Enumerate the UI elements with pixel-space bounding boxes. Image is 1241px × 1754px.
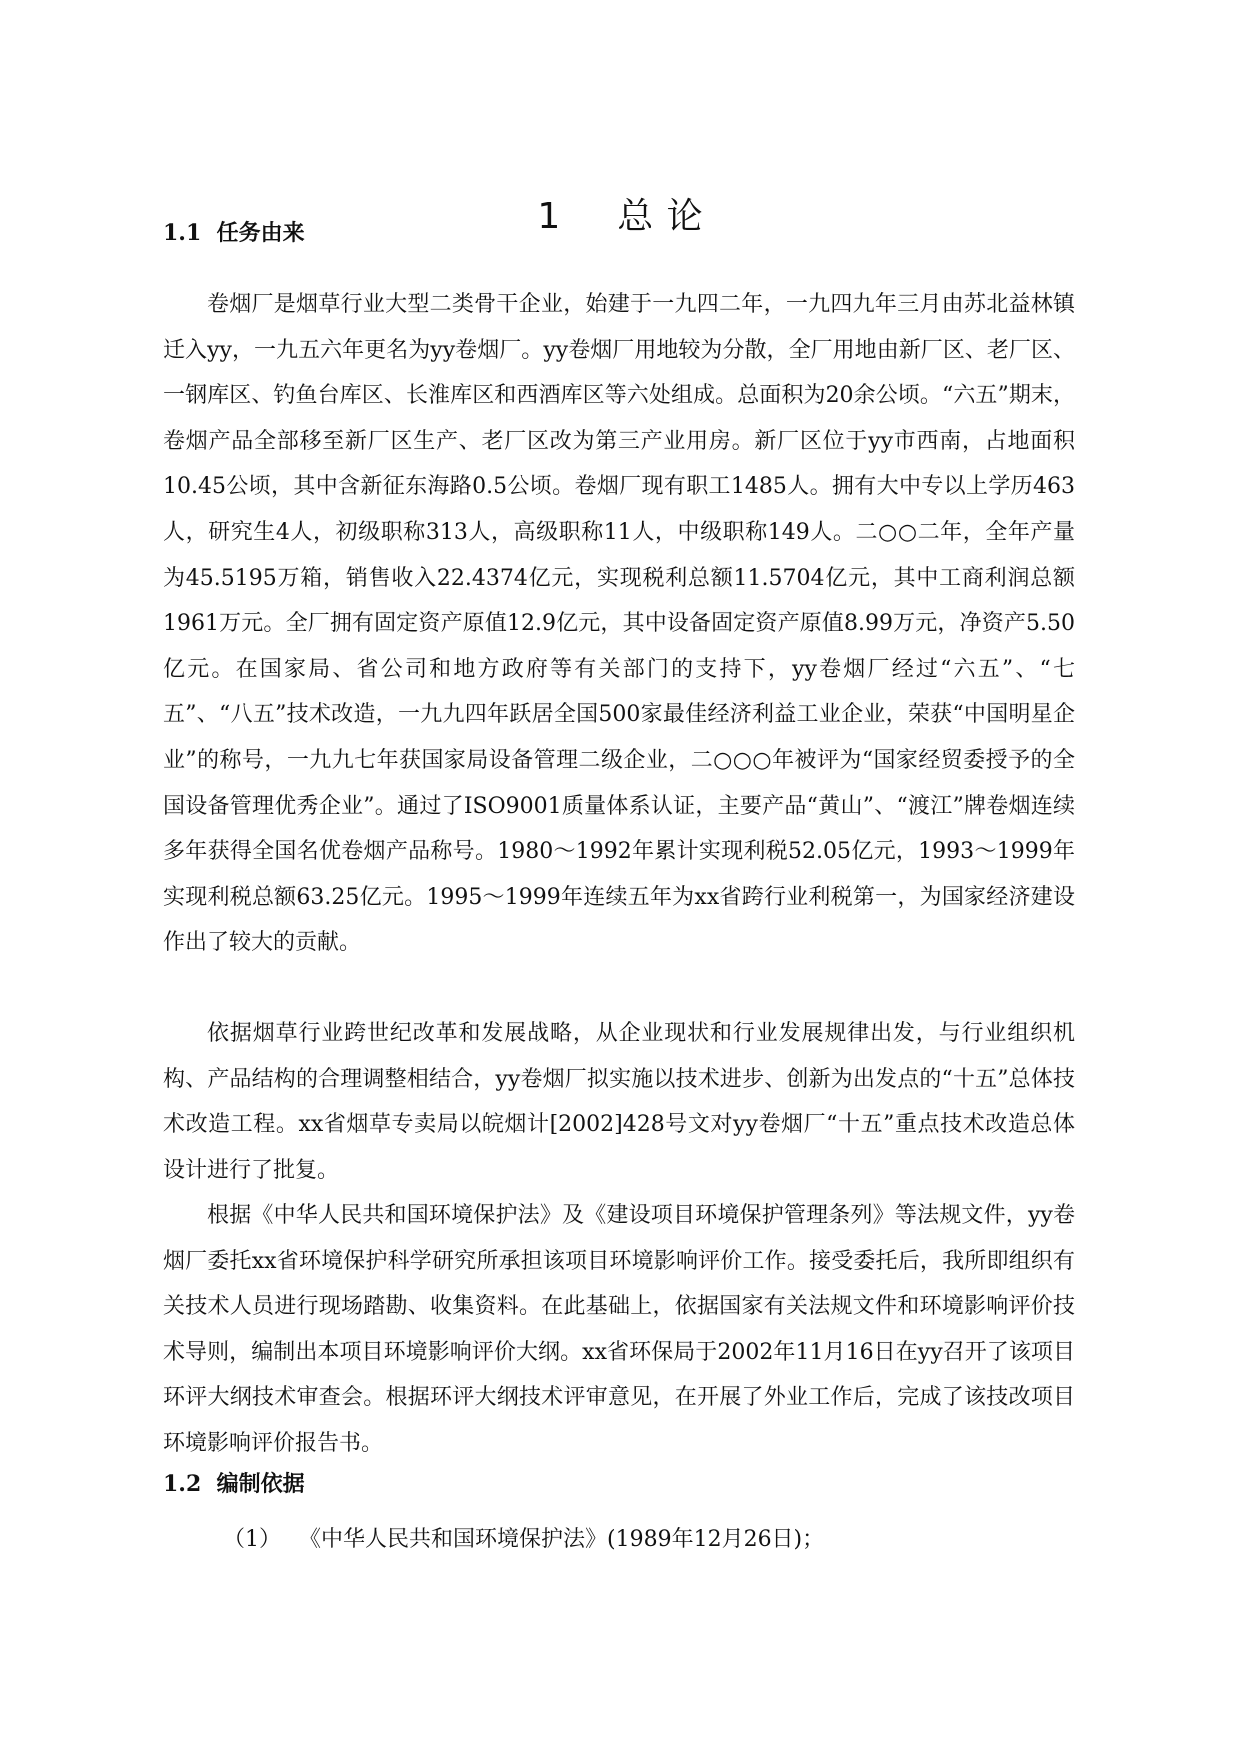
list-item-number: （1）	[223, 1527, 281, 1552]
list-item-text: 《中华人民共和国环境保护法》(1989年12月26日)；	[299, 1527, 825, 1552]
chapter-number: 1	[537, 196, 562, 237]
section-number: 1.2	[163, 1471, 202, 1497]
paragraph: 根据《中华人民共和国环境保护法》及《建设项目环境保护管理条列》等法规文件，yy卷烟厂委托xx省环境保护科学研究所承担该项目环境影响评价工作。接受委托后，我所即组织有关技术人员进行现场踏勘、收集资料。在此基础上，依据国家有关法规文件和环境影响评价技术导则，编制出本项目环境影响评价大纲。xx省环保局于2002年11月16日在yy召开了该项目环评大纲技术审查会。根据环评大纲技术评审意见，在开展了外业工作后，完成了该技改项目环境影响评价报告书。	[163, 1203, 1075, 1456]
section-heading-1-1	[163, 216, 305, 247]
paragraph-3-container	[163, 1193, 1075, 1467]
paragraph-2-container	[163, 1011, 1075, 1193]
chapter-title-text: 总 论	[617, 196, 704, 237]
paragraph: 依据烟草行业跨世纪改革和发展战略，从企业现状和行业发展规律出发，与行业组织机构、产品结构的合理调整相结合，yy卷烟厂拟实施以技术进步、创新为出发点的“十五”总体技术改造工程。xx省烟草专卖局以皖烟计[2002]428号文对yy卷烟厂“十五”重点技术改造总体设计进行了批复。	[163, 1021, 1075, 1183]
section-heading-1-2	[163, 1467, 305, 1498]
paragraph-1-container	[163, 282, 1075, 966]
section-title: 编制依据	[216, 1471, 305, 1497]
section-title: 任务由来	[216, 220, 305, 246]
list-item	[163, 1517, 824, 1563]
section-number: 1.1	[163, 220, 202, 246]
paragraph: 卷烟厂是烟草行业大型二类骨干企业，始建于一九四二年，一九四九年三月由苏北益林镇迁入yy，一九五六年更名为yy卷烟厂。yy卷烟厂用地较为分散，全厂用地由新厂区、老厂区、一钢库区、钓鱼台库区、长淮库区和西酒库区等六处组成。总面积为20余公顷。“六五”期末，卷烟产品全部移至新厂区生产、老厂区改为第三产业用房。新厂区位于yy市西南，占地面积10.45公顷，其中含新征东海路0.5公顷。卷烟厂现有职工1485人。拥有大中专以上学历463人，研究生4人，初级职称313人，高级职称11人，中级职称149人。二○○二年，全年产量为45.5195万箱，销售收入22.4374亿元，实现税利总额11.5704亿元，其中工商利润总额1961万元。全厂拥有固定资产原值12.9亿元，其中设备固定资产原值8.99万元，净资产5.50亿元。在国家局、省公司和地方政府等有关部门的支持下，yy卷烟厂经过“六五”、“七五”、“八五”技术改造，一九九四年跃居全国500家最佳经济利益工业企业，荣获“中国明星企业”的称号，一九九七年获国家局设备管理二级企业，二○○○年被评为“国家经贸委授予的全国设备管理优秀企业”。通过了ISO9001质量体系认证，主要产品“黄山”、“渡江”牌卷烟连续多年获得全国名优卷烟产品称号。1980～1992年累计实现利税52.05亿元，1993～1999年实现利税总额63.25亿元。1995～1999年连续五年为xx省跨行业利税第一，为国家经济建设作出了较大的贡献。	[163, 292, 1075, 956]
